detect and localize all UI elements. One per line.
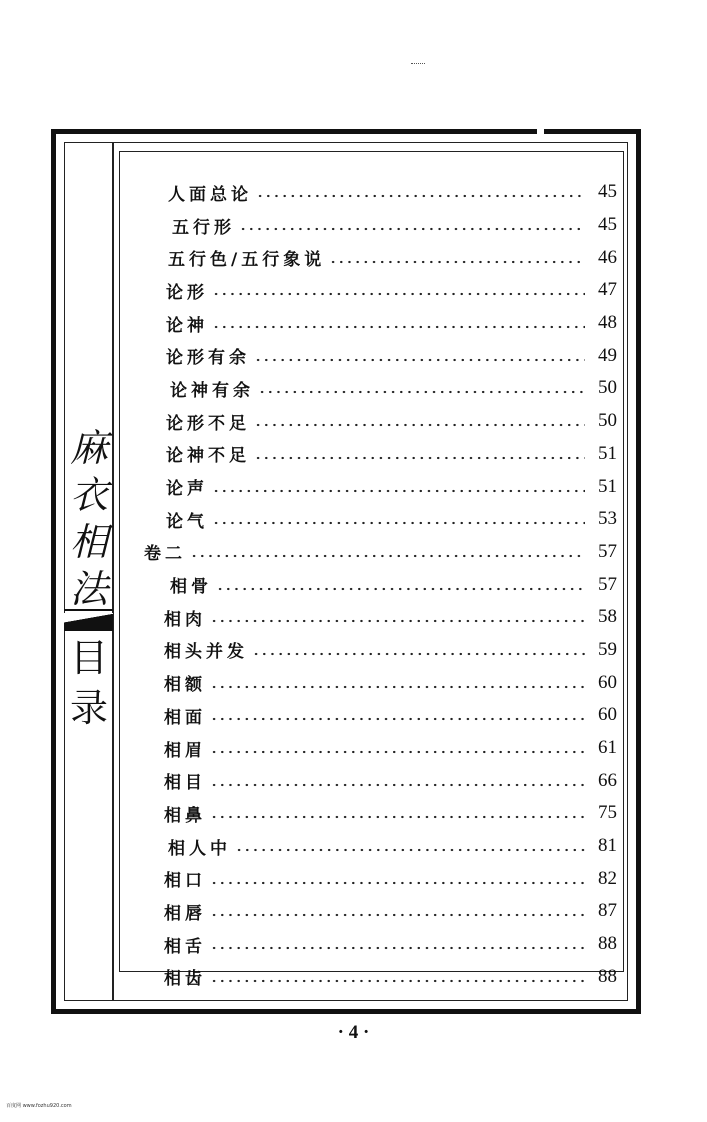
- toc-entry-title: 相舌: [164, 936, 206, 957]
- inner-frame: [64, 142, 628, 1001]
- toc-entry-page: 53: [598, 508, 617, 530]
- toc-leader-dots: [254, 447, 585, 461]
- toc-entry-title: 相口: [164, 871, 206, 892]
- toc-entry-title: 论声: [166, 479, 208, 500]
- toc-entry-title: 相肉: [164, 609, 206, 630]
- scan-speck: [411, 63, 425, 68]
- toc-leader-dots: [210, 676, 585, 690]
- toc-entry-title: 相眉: [164, 740, 206, 761]
- toc-entry-page: 48: [598, 312, 617, 334]
- toc-entry-title: 相面: [164, 707, 206, 728]
- toc-entry-page: 81: [598, 835, 617, 857]
- toc-leader-dots: [210, 708, 585, 722]
- toc-leader-dots: [254, 349, 585, 363]
- toc-leader-dots: [212, 283, 585, 297]
- toc-entry[interactable]: [120, 568, 623, 601]
- toc-entry-title: 相唇: [164, 903, 206, 924]
- toc-entry-page: 51: [598, 442, 617, 464]
- book-title-char: 衣: [69, 473, 108, 517]
- section-title: [69, 633, 109, 733]
- toc-entry-title: 相额: [164, 675, 206, 696]
- toc-entry-page: 47: [598, 279, 617, 301]
- toc-entry-page: 51: [598, 475, 617, 497]
- toc-leader-dots: [210, 774, 585, 788]
- toc-leader-dots: [212, 480, 585, 494]
- toc-entry-title: 论形不足: [166, 413, 250, 434]
- toc-entry[interactable]: [120, 438, 623, 471]
- toc-entry-title: 论神不足: [166, 446, 250, 467]
- toc-entry-title: 论气: [166, 511, 208, 532]
- toc-entry-title: 相齿: [164, 969, 206, 990]
- toc-entry[interactable]: [120, 666, 623, 699]
- toc-entry-page: 46: [598, 246, 617, 268]
- toc-leader-dots: [210, 872, 585, 886]
- toc-leader-dots: [190, 545, 585, 559]
- toc-leader-dots: [210, 806, 585, 820]
- toc-entry[interactable]: [120, 862, 623, 895]
- toc-entry[interactable]: [120, 241, 623, 274]
- toc-entry-title: 卷二: [144, 544, 186, 565]
- toc-leader-dots: [210, 937, 585, 951]
- toc-entry-page: 59: [598, 638, 617, 660]
- toc-entry-title: 相目: [164, 773, 206, 794]
- toc-entry-title: 相骨: [170, 577, 212, 598]
- toc-entry-page: 45: [598, 181, 617, 203]
- toc-leader-dots: [258, 381, 585, 395]
- spine-divider: [64, 609, 113, 611]
- toc-entry[interactable]: [120, 176, 623, 209]
- book-title-char: 麻: [69, 426, 108, 470]
- toc-entry-title: 相头并发: [164, 642, 248, 663]
- book-title-char: 相: [69, 520, 108, 564]
- toc-entry[interactable]: [120, 209, 623, 242]
- toc-entry-title: 论神: [166, 315, 208, 336]
- toc-entry-title: 相鼻: [164, 805, 206, 826]
- toc-entry[interactable]: [120, 830, 623, 863]
- toc-entry[interactable]: [120, 601, 623, 634]
- toc-entry-page: 58: [598, 606, 617, 628]
- toc-entry-title: 相人中: [168, 838, 231, 859]
- spine-column: [65, 143, 114, 1000]
- toc-leader-dots: [252, 643, 585, 657]
- toc-entry[interactable]: [120, 764, 623, 797]
- toc-entry[interactable]: [120, 699, 623, 732]
- footer-credit: 百度网 www.fozhu920.com: [6, 1103, 72, 1109]
- spine-band: [64, 613, 113, 631]
- toc-entry-page: 61: [598, 737, 617, 759]
- toc-entry-page: 49: [598, 344, 617, 366]
- toc-leader-dots: [210, 741, 585, 755]
- book-title: [69, 425, 109, 613]
- toc-entry-page: 45: [598, 214, 617, 236]
- section-title-char: 录: [69, 686, 108, 730]
- toc-entry[interactable]: [120, 634, 623, 667]
- toc-entry[interactable]: [120, 372, 623, 405]
- toc-leader-dots: [216, 578, 585, 592]
- toc-entry[interactable]: [120, 536, 623, 569]
- toc-entry-page: 50: [598, 410, 617, 432]
- toc-entry[interactable]: [120, 274, 623, 307]
- toc-entry[interactable]: [120, 928, 623, 961]
- toc-entry-page: 87: [598, 900, 617, 922]
- toc-entry-page: 57: [598, 573, 617, 595]
- toc-entry-page: 75: [598, 802, 617, 824]
- toc-entry-page: 60: [598, 704, 617, 726]
- toc-entry-title: 人面总论: [168, 184, 252, 205]
- toc-entry-page: 82: [598, 867, 617, 889]
- toc-entry-page: 60: [598, 671, 617, 693]
- toc-leader-dots: [254, 414, 585, 428]
- toc-leader-dots: [239, 218, 585, 232]
- toc-entry[interactable]: [120, 797, 623, 830]
- frame-gap: [537, 128, 544, 136]
- toc-entry-title: 论形有余: [166, 348, 250, 369]
- toc-leader-dots: [329, 251, 585, 265]
- toc-leader-dots: [235, 839, 585, 853]
- toc-entry-title: 五行形: [172, 217, 235, 238]
- toc-leader-dots: [210, 610, 585, 624]
- toc-entry[interactable]: [120, 470, 623, 503]
- table-of-contents: [120, 176, 623, 993]
- toc-leader-dots: [210, 904, 585, 918]
- toc-entry[interactable]: [120, 307, 623, 340]
- toc-entry-title: 论神有余: [170, 380, 254, 401]
- toc-leader-dots: [212, 512, 585, 526]
- toc-entry-page: 50: [598, 377, 617, 399]
- toc-entry-page: 88: [598, 965, 617, 987]
- toc-leader-dots: [210, 970, 585, 984]
- toc-leader-dots: [256, 185, 585, 199]
- toc-box: [119, 151, 624, 990]
- toc-entry[interactable]: [120, 895, 623, 928]
- toc-entry-page: 66: [598, 769, 617, 791]
- toc-entry-title: 五行色/五行象说: [168, 250, 326, 271]
- toc-leader-dots: [212, 316, 585, 330]
- toc-entry[interactable]: [120, 339, 623, 372]
- toc-entry[interactable]: [120, 405, 623, 438]
- toc-entry[interactable]: [120, 732, 623, 765]
- section-title-char: 目: [69, 636, 108, 680]
- page-frame: [51, 129, 641, 1014]
- page-number: · 4 ·: [337, 1022, 370, 1043]
- toc-entry-title: 论形: [166, 282, 208, 303]
- toc-entry-page: 57: [598, 540, 617, 562]
- toc-entry[interactable]: [120, 503, 623, 536]
- toc-entry[interactable]: [120, 961, 623, 994]
- book-title-char: 法: [69, 567, 108, 611]
- toc-entry-page: 88: [598, 933, 617, 955]
